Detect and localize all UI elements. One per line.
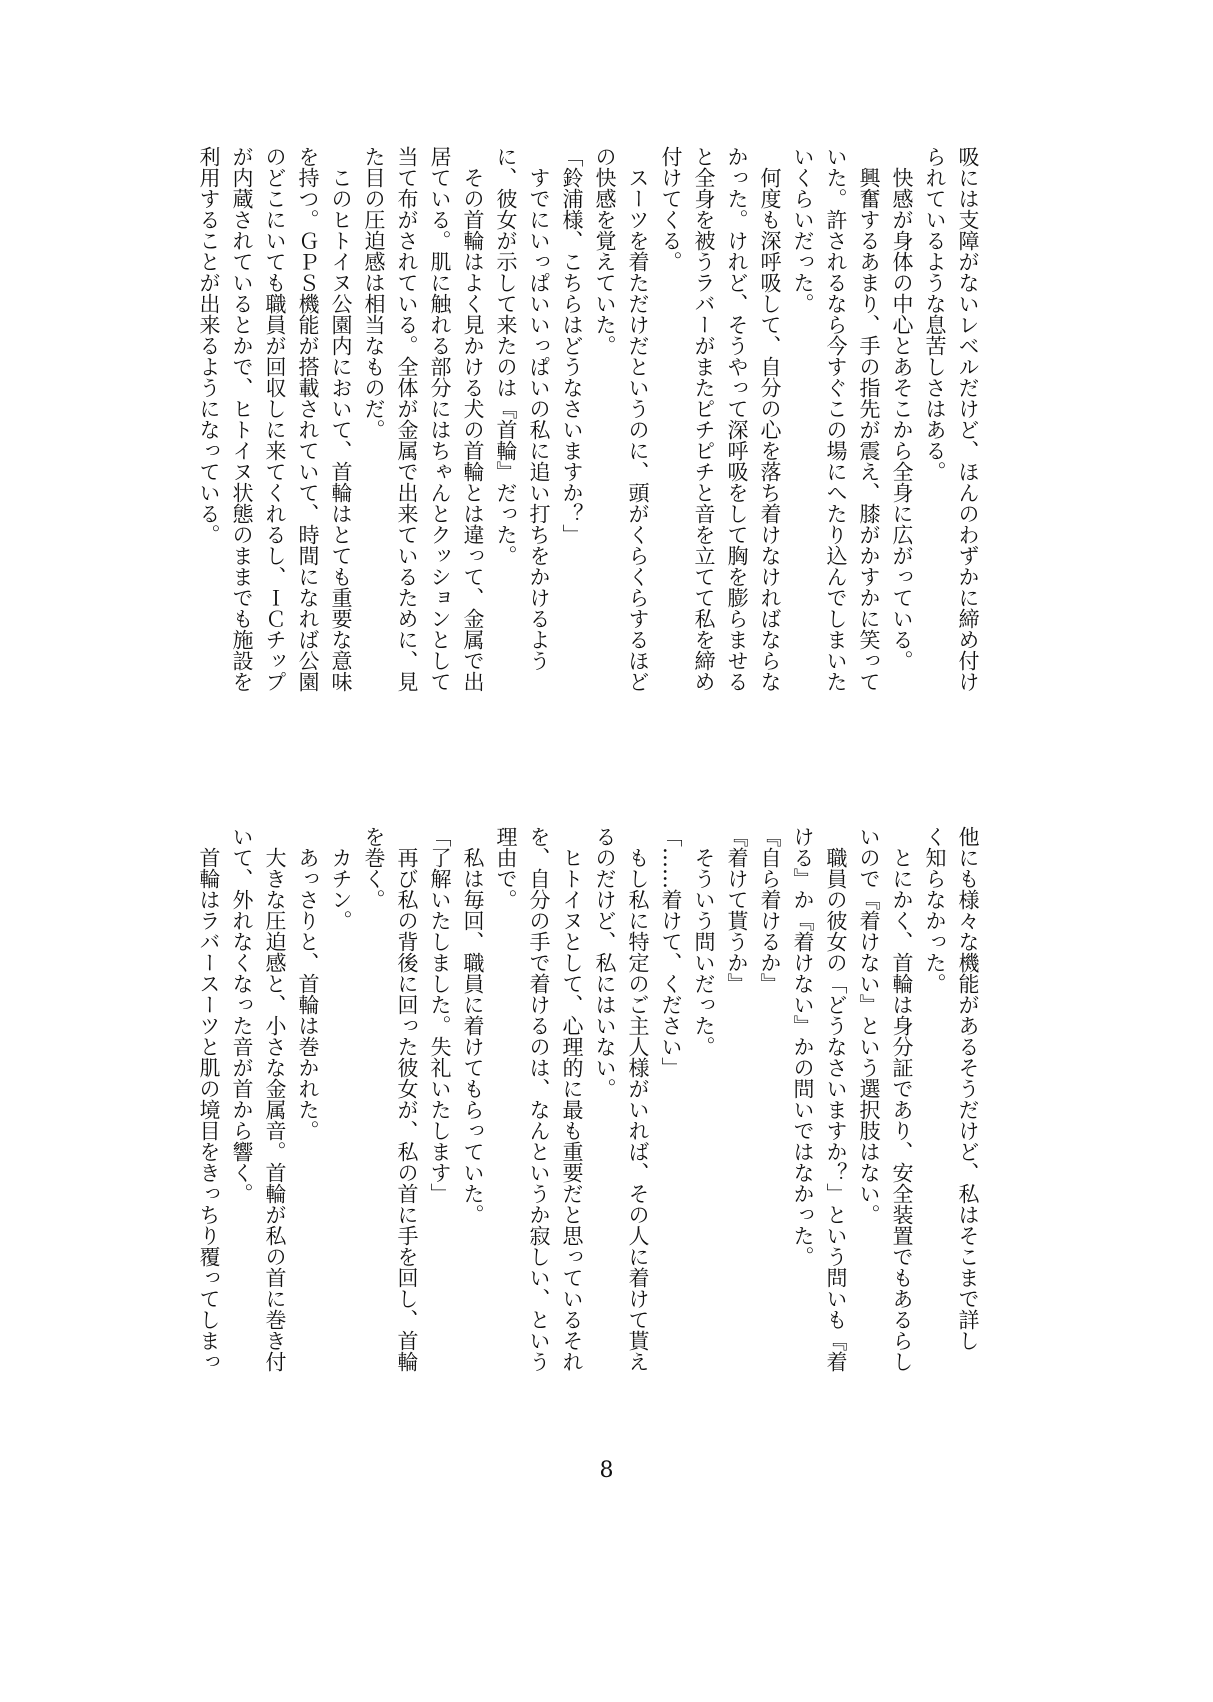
text-block-bottom: [192, 826, 984, 1386]
text-line: このヒトイヌ公園内において、首輪はとても重要な意味: [329, 146, 353, 692]
text-line: 首輪はラバースーツと肌の境目をきっちり覆ってしまっ: [197, 826, 221, 1372]
text-line: た目の圧迫感は相当なものだ。: [362, 146, 386, 440]
text-line: の快感を覚えていた。: [593, 146, 617, 356]
text-line: 興奮するあまり、手の指先が震え、膝がかすかに笑って: [857, 146, 881, 692]
text-line: もし私に特定のご主人様がいれば、その人に着けて貰え: [626, 826, 650, 1372]
text-line: 理由で。: [494, 826, 518, 910]
text-line: すでにいっぱいいっぱいの私に追い打ちをかけるよう: [527, 146, 551, 671]
text-line: カチン。: [329, 826, 353, 931]
text-line: いた。許されるなら今すぐこの場にへたり込んでしまいた: [824, 146, 848, 692]
text-line: に、彼女が示して来たのは『首輪』だった。: [494, 146, 518, 566]
text-line: を、自分の手で着けるのは、なんというか寂しい、という: [527, 826, 551, 1372]
text-line: その首輪はよく見かける犬の首輪とは違って、金属で出: [461, 146, 485, 692]
page-number: 8: [599, 1458, 614, 1483]
text-line: 快感が身体の中心とあそこから全身に広がっている。: [890, 146, 914, 671]
text-line: 他にも様々な機能があるそうだけど、私はそこまで詳し: [956, 826, 980, 1351]
text-line: 「鈴浦様、こちらはどうなさいますか？」: [560, 146, 584, 545]
text-line: 吸には支障がないレベルだけど、ほんのわずかに締め付け: [956, 146, 980, 692]
text-line: そういう問いだった。: [692, 826, 716, 1057]
text-line: 付けてくる。: [659, 146, 683, 272]
text-line: 『自ら着けるか』: [758, 826, 782, 994]
text-line: 再び私の背後に回った彼女が、私の首に手を回し、首輪: [395, 826, 419, 1372]
text-line: 「……着けて、ください」: [659, 826, 683, 1078]
text-line: 利用することが出来るようになっている。: [197, 146, 221, 545]
text-line: られているような息苦しさはある。: [923, 146, 947, 482]
text-line: く知らなかった。: [923, 826, 947, 994]
text-line: 大きな圧迫感と、小さな金属音。首輪が私の首に巻き付: [263, 826, 287, 1372]
text-line: いので『着けない』という選択肢はない。: [857, 826, 881, 1225]
text-line: 職員の彼女の「どうなさいますか？」という問いも『着: [824, 826, 848, 1372]
text-block-top: [192, 146, 984, 706]
text-line: のどこにいても職員が回収しに来てくれるし、ＩＣチップ: [263, 146, 287, 692]
text-line: ける』か『着けない』かの問いではなかった。: [791, 826, 815, 1267]
text-line: と全身を被うラバーがまたピチピチと音を立てて私を締め: [692, 146, 716, 692]
text-line: あっさりと、首輪は巻かれた。: [296, 826, 320, 1141]
text-line: 何度も深呼吸して、自分の心を落ち着けなければならな: [758, 146, 782, 692]
text-line: かった。けれど、そうやって深呼吸をして胸を膨らませる: [725, 146, 749, 692]
text-line: とにかく、首輪は身分証であり、安全装置でもあるらし: [890, 826, 914, 1372]
text-line: 私は毎回、職員に着けてもらっていた。: [461, 826, 485, 1225]
text-line: を巻く。: [362, 826, 386, 910]
text-line: が内蔵されているとかで、ヒトイヌ状態のままでも施設を: [230, 146, 254, 692]
text-line: 「了解いたしました。失礼いたします」: [428, 826, 452, 1204]
text-line: を持つ。ＧＰＳ機能が搭載されていて、時間になれば公園: [296, 146, 320, 692]
text-line: 『着けて貰うか』: [725, 826, 749, 994]
text-line: いくらいだった。: [791, 146, 815, 314]
text-line: 居ている。肌に触れる部分にはちゃんとクッションとして: [428, 146, 452, 692]
text-line: スーツを着ただけだというのに、頭がくらくらするほど: [626, 146, 650, 692]
text-line: いて、外れなくなった音が首から響く。: [230, 826, 254, 1204]
text-line: ヒトイヌとして、心理的に最も重要だと思っているそれ: [560, 826, 584, 1372]
text-line: 当て布がされている。全体が金属で出来ているために、見: [395, 146, 419, 692]
text-line: るのだけど、私にはいない。: [593, 826, 617, 1099]
